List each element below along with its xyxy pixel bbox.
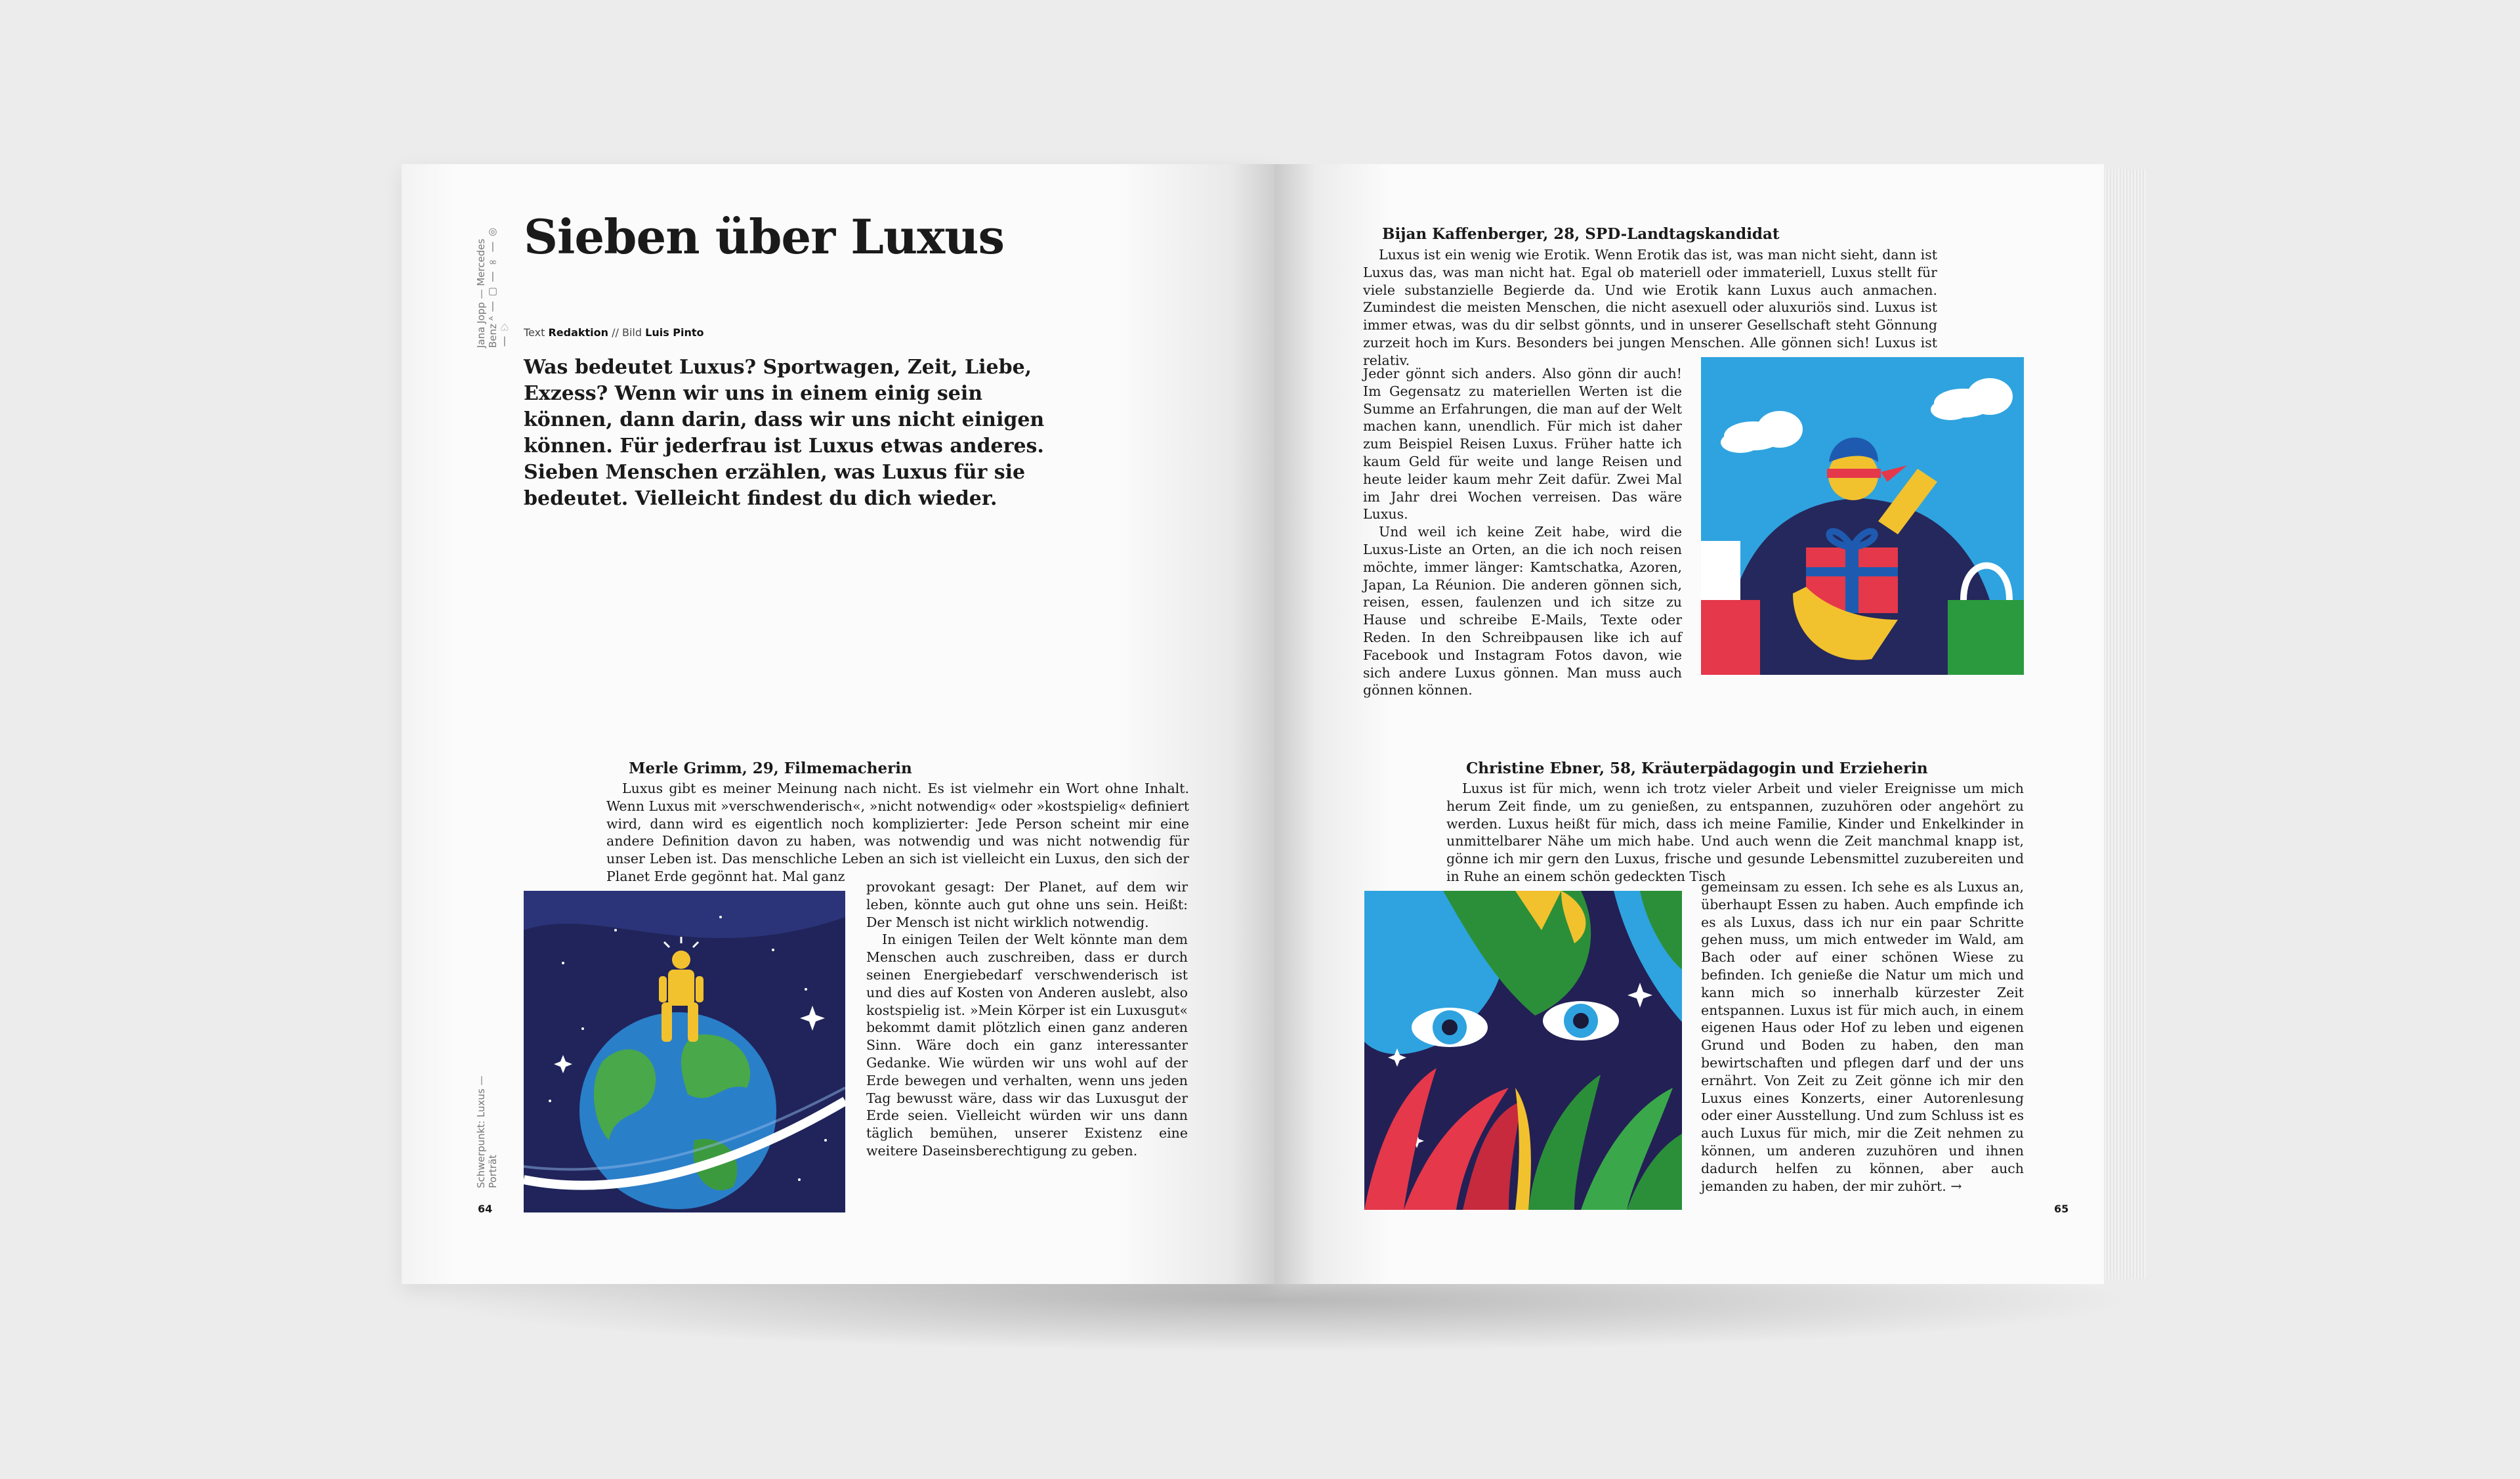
section-heading-bijan: Bijan Kaffenberger, 28, SPD-Landtagskandidat	[1382, 225, 1780, 243]
christine-text-top	[1446, 780, 2024, 886]
section-heading-merle: Merle Grimm, 29, Filmemacherin	[629, 760, 912, 777]
bijan-text-top	[1363, 246, 1937, 370]
merle-text-side	[866, 878, 1188, 1160]
merle-text-top	[606, 780, 1189, 886]
bijan-text-side	[1363, 365, 1682, 699]
illustration-gift	[1701, 357, 2024, 675]
credit-separator: //	[612, 326, 619, 339]
merle-paragraph-2: In einigen Teilen der Welt könnte man dem Menschen auch zuschreiben, dass er durch seinen Energiebedarf verschwenderisch ist und dies auf Kosten von Anderen auslebt, also kostspielig ist. »Mein Körper ist ein Luxusgut« bekommt damit plötzlich einen ganz anderen Sinn. Wäre doch ein ganz interessanter Gedanke. Wie würden wir uns wohl auf der Erde bewegen und verhalten, wenn uns jeden Tag bewusst wäre, dass wir das Luxusgut der Erde seien. Vielleicht würden wir uns dann täglich bemühen, unserer Existenz eine weitere Daseinsberechtigung zu geben.	[866, 932, 1188, 1159]
running-head-bottom: Schwerpunkt: Luxus — Porträt	[475, 1075, 499, 1188]
christine-paragraph-1: Luxus ist für mich, wenn ich trotz vieler Arbeit und vieler Ereignisse um mich herum Zeit finde, um zu genießen, zu entspannen, zuzuhören oder angehört zu werden. Luxus heißt für mich, dass ich meine Familie, Kinder und Enkelkinder in unmittelbarer Nähe um mich habe. Und auch wenn die Zeit manchmal knapp ist, gönne ich mir gern den Luxus, frische und gesunde Lebensmittel zuzubereiten und in Ruhe an einem schön gedeckten Tisch	[1446, 781, 2024, 884]
credit-text-label: Text	[524, 326, 545, 339]
page-number-left: 64	[478, 1203, 493, 1215]
intro-text: Was bedeutet Luxus? Sportwagen, Zeit, Liebe, Exzess? Wenn wir uns in einem einig sein können, dann darin, dass wir uns nicht einigen können. Für jederfrau ist Luxus etwas anderes. Sieben Menschen erzählen, was Luxus für sie bedeutet. Vielleicht findest du dich wieder.	[524, 356, 1045, 510]
page-number-right: 65	[2054, 1203, 2069, 1215]
bijan-paragraph-1: Luxus ist ein wenig wie Erotik. Wenn Erotik das ist, was man nicht sieht, dann ist Luxus das, was man nicht hat. Egal ob materiell oder immateriell, Luxus stellt für viele substanzielle Begierde da. Und wie Erotik kann Luxus auch anmachen. Zumindest die meisten Menschen, die nicht asexuell oder aluxuriös sind. Luxus ist immer etwas, was du dir selbst gönnts, und in unserer Gesellschaft steht Gönnung zurzeit hoch im Kurs. Besonders bei jungen Menschen. Alle gönnen sich! Luxus ist relativ.	[1363, 247, 1937, 368]
running-head-top: Jana Jopp — Mercedes Benz ᴬ ❘ ▢ ❘ ∞ ❘ ◎ ❘ ♡	[475, 226, 511, 348]
christine-paragraph-1-cont: gemeinsam zu essen. Ich sehe es als Luxus an, überhaupt Essen zu haben. Auch empfinde ich es als Luxus, dass ich nur ein paar Schritte gehen muss, um mich entweder im Wald, am Bach oder auf einer schönen Wiese zu befinden. Ich genieße die Natur um mich und kann mich so innerhalb kürzester Zeit entspannen. Luxus ist für mich auch, in einem eigenen Haus oder Hof zu leben und eigenen Grund und Boden zu haben, den man bewirtschaften und pflegen darf und der uns ernährt. Von Zeit zu Zeit gönne ich mir den Luxus eines Konzerts, einer Autorenlesung oder einer Ausstellung. Und zum Schluss ist es auch Luxus für mich, mir die Zeit nehmen zu können, um anderen zuzuhören und ihnen dadurch helfen zu können, aber auch jemanden zu haben, der mir zuhört. →	[1701, 879, 2024, 1194]
credit-image-name: Luis Pinto	[645, 326, 704, 339]
bijan-paragraph-1-cont: Jeder gönnt sich anders. Also gönn dir auch! Im Gegensatz zu materiellen Werten ist die Summe an Erfahrungen, die man auf der Welt machen kann, unendlich. Für mich ist daher zum Beispiel Reisen Luxus. Früher hatte ich kaum Geld für weite und lange Reisen und heute leider kaum mehr Zeit dafür. Zwei Mal im Jahr drei Wochen verreisen. Das wäre Luxus.	[1363, 366, 1682, 523]
bijan-paragraph-2: Und weil ich keine Zeit habe, wird die Luxus-Liste an Orten, an die ich noch reisen möchte, immer länger: Kamtschatka, Azoren, Japan, La Réunion. Die anderen gönnen sich, reisen, essen, faulenzen und ich sitze zu Hause und schreibe E-Mails, Texte oder Reden. In den Schreibpausen like ich auf Facebook und Instagram Fotos davon, wie sich andere Luxus gönnen. Man muss auch gönnen können.	[1363, 524, 1682, 698]
illustration-jungle-eyes	[1364, 891, 1682, 1210]
merle-paragraph-1-cont: provokant gesagt: Der Planet, auf dem wir leben, könnte auch gut ohne uns sein. Heißt: Der Mensch ist nicht wirklich notwendig.	[866, 879, 1188, 930]
merle-paragraph-1: Luxus gibt es meiner Meinung nach nicht. Es ist vielmehr ein Wort ohne Inhalt. Wenn Luxus mit »verschwenderisch«, »nicht notwendig« oder »kostspielig« definiert wird, dann wird es eigentlich noch komplizierter: Jede Person scheint mir eine andere Definition davon zu haben, was notwendig und was nicht notwendig für unser Leben ist. Das menschliche Leben an sich ist vielleicht ein Luxus, den sich der Planet Erde gegönnt hat. Mal ganz	[606, 781, 1189, 884]
credit-text-name: Redaktion	[548, 326, 609, 339]
byline	[524, 326, 704, 339]
christine-text-side	[1701, 878, 2024, 1195]
illustration-planet	[524, 891, 845, 1212]
page-edges	[2104, 169, 2146, 1279]
page-title: Sieben über Luxus	[524, 209, 1005, 265]
section-heading-christine: Christine Ebner, 58, Kräuterpädagogin und Erzieherin	[1466, 760, 1928, 777]
credit-image-label: Bild	[622, 326, 642, 339]
